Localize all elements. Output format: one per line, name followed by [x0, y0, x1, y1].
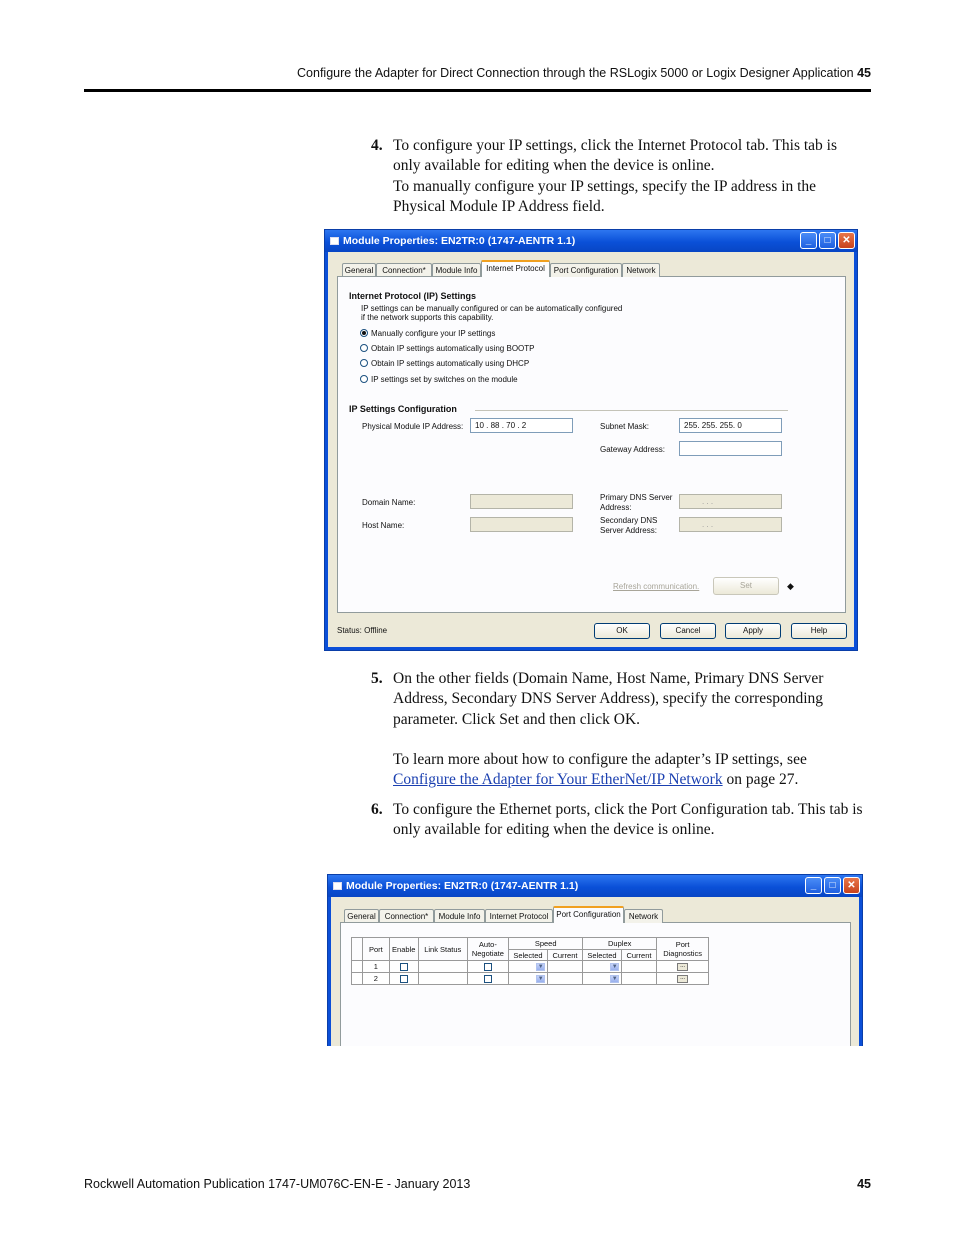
col-label: Negotiate — [471, 949, 504, 958]
col-enable: Enable — [389, 938, 418, 961]
col-label: Diagnostics — [663, 949, 702, 958]
col-link-status: Link Status — [418, 938, 467, 961]
speed-selected-cell — [509, 961, 548, 973]
cancel-button[interactable]: Cancel — [660, 623, 716, 639]
duplex-current-cell — [621, 961, 656, 973]
dialog-body — [328, 252, 854, 647]
col-speed: Speed — [509, 938, 583, 950]
config-section-title: IP Settings Configuration — [349, 404, 457, 414]
dialog-title: Module Properties: EN2TR:0 (1747-AENTR 1.1) — [346, 880, 579, 892]
footer-page-number: 45 — [857, 1177, 871, 1191]
minimize-icon[interactable]: _ — [800, 232, 817, 249]
secondary-dns-label: Server Address: — [600, 526, 657, 535]
close-icon[interactable]: ✕ — [843, 877, 860, 894]
radio-label: Obtain IP settings automatically using DHCP — [371, 359, 530, 368]
learn-more — [393, 750, 868, 791]
col-duplex: Duplex — [583, 938, 657, 950]
tab-module-info[interactable]: Module Info — [434, 909, 485, 923]
chevron-down-icon[interactable]: ▼ — [610, 975, 619, 983]
col-speed-current: Current — [547, 950, 582, 961]
refresh-communication-link[interactable]: Refresh communication. — [613, 582, 700, 591]
host-input[interactable] — [470, 517, 573, 532]
step-text — [393, 136, 868, 217]
primary-dns-label: Address: — [600, 503, 632, 512]
duplex-selected-cell — [583, 961, 622, 973]
enable-cell — [389, 961, 418, 973]
tab-general[interactable]: General — [342, 263, 376, 277]
running-header — [0, 66, 871, 80]
col-port: Port — [363, 938, 389, 961]
learn-more-text: on page 27. — [722, 771, 799, 789]
module-properties-dialog-port — [327, 874, 863, 1046]
auto-negotiate-checkbox[interactable] — [484, 963, 492, 971]
dialog-title-bar — [328, 875, 862, 897]
col-port-diagnostics — [657, 938, 709, 961]
maximize-icon[interactable]: □ — [824, 877, 841, 894]
chevron-down-icon[interactable]: ▼ — [610, 963, 619, 971]
tab-connection[interactable]: Connection* — [379, 909, 434, 923]
radio-label: Obtain IP settings automatically using BOOTP — [371, 344, 535, 353]
radio-bootp[interactable] — [360, 344, 368, 352]
maximize-icon[interactable]: □ — [819, 232, 836, 249]
port-number: 1 — [363, 961, 389, 973]
app-icon — [330, 237, 339, 245]
duplex-selected-cell — [583, 973, 622, 985]
step-6 — [371, 800, 871, 842]
table-row — [352, 961, 709, 973]
dialog-title-bar — [325, 230, 857, 252]
tab-module-info[interactable]: Module Info — [432, 263, 481, 277]
ip-section-title: Internet Protocol (IP) Settings — [349, 291, 477, 301]
col-speed-selected: Selected — [509, 950, 548, 961]
link-status-cell — [418, 961, 467, 973]
tab-port-configuration[interactable]: Port Configuration — [550, 263, 622, 277]
ip-section-desc: IP settings can be manually configured or can be automatically configured — [361, 304, 623, 313]
host-label: Host Name: — [362, 521, 405, 530]
domain-input[interactable] — [470, 494, 573, 509]
dialog-title: Module Properties: EN2TR:0 (1747-AENTR 1.1) — [343, 235, 576, 247]
col-duplex-selected: Selected — [583, 950, 622, 961]
chevron-down-icon[interactable]: ▼ — [536, 963, 545, 971]
physical-ip-input[interactable]: 10 . 88 . 70 . 2 — [470, 418, 573, 433]
gateway-input[interactable] — [679, 441, 782, 456]
primary-dns-input[interactable]: . . . — [679, 494, 782, 509]
tab-network[interactable]: Network — [622, 263, 660, 277]
radio-label: Manually configure your IP settings — [371, 329, 496, 338]
table-row — [352, 973, 709, 985]
header-page-number: 45 — [857, 66, 871, 80]
step-4 — [371, 136, 871, 220]
help-button[interactable]: Help — [791, 623, 847, 639]
step-5 — [371, 669, 871, 794]
col-duplex-current: Current — [621, 950, 656, 961]
domain-label: Domain Name: — [362, 498, 416, 507]
ellipsis-button[interactable]: ... — [677, 963, 688, 971]
tab-port-configuration[interactable]: Port Configuration — [553, 906, 624, 923]
publication-info: Rockwell Automation Publication 1747-UM076C-EN-E - January 2013 — [84, 1177, 471, 1191]
row-marker — [352, 973, 363, 985]
status-text: Status: Offline — [337, 626, 388, 635]
step-text — [393, 669, 868, 790]
speed-current-cell — [547, 961, 582, 973]
port-table — [351, 937, 709, 985]
diagnostics-cell — [657, 961, 709, 973]
learn-more-text: To learn more about how to configure the adapter’s IP settings, see — [393, 750, 807, 768]
minimize-icon[interactable]: _ — [805, 877, 822, 894]
speed-current-cell — [547, 973, 582, 985]
close-icon[interactable]: ✕ — [838, 232, 855, 249]
ellipsis-button[interactable]: ... — [677, 975, 688, 983]
physical-ip-label: Physical Module IP Address: — [362, 422, 464, 431]
secondary-dns-input[interactable]: . . . — [679, 517, 782, 532]
row-header-col — [352, 938, 363, 961]
radio-label: IP settings set by switches on the module — [371, 375, 518, 384]
port-number: 2 — [363, 973, 389, 985]
col-label: Port — [675, 940, 690, 949]
tab-general[interactable]: General — [344, 909, 379, 923]
tab-internet-protocol[interactable]: Internet Protocol — [481, 260, 550, 277]
secondary-dns-label: Secondary DNS — [600, 516, 658, 525]
step-line: To configure your IP settings, click the Internet Protocol tab. This tab is only available for editing when the device is online. — [393, 137, 838, 175]
chevron-down-icon[interactable]: ▼ — [536, 975, 545, 983]
auto-negotiate-cell — [467, 973, 509, 985]
port-configuration-panel — [340, 922, 851, 1046]
col-auto-negotiate — [467, 938, 509, 961]
step-number: 6. — [371, 801, 383, 818]
duplex-current-cell — [621, 973, 656, 985]
tab-network[interactable]: Network — [624, 909, 663, 923]
enable-cell — [389, 973, 418, 985]
link-status-cell — [418, 973, 467, 985]
step-number: 5. — [371, 670, 383, 687]
speed-selected-cell — [509, 973, 548, 985]
ok-button[interactable]: OK — [594, 623, 650, 639]
radio-dhcp[interactable] — [360, 359, 368, 367]
auto-negotiate-cell — [467, 961, 509, 973]
configure-ethernet-ip-link[interactable]: Configure the Adapter for Your EtherNet/IP Network — [393, 771, 723, 789]
header-rule — [84, 89, 871, 92]
set-button[interactable]: Set — [713, 577, 779, 595]
running-title: Configure the Adapter for Direct Connection through the RSLogix 5000 or Logix Designer Application — [297, 66, 854, 80]
enable-checkbox[interactable] — [400, 975, 408, 983]
step-text: To configure the Ethernet ports, click the Port Configuration tab. This tab is only available for editing when the device is online. — [393, 801, 863, 839]
row-marker — [352, 961, 363, 973]
radio-manual[interactable] — [360, 329, 368, 337]
module-properties-dialog-ip — [324, 229, 858, 651]
dialog-body — [331, 897, 859, 1046]
radio-switches[interactable] — [360, 375, 368, 383]
app-icon — [333, 882, 342, 890]
internet-protocol-panel — [337, 276, 846, 613]
apply-button[interactable]: Apply — [725, 623, 781, 639]
tab-internet-protocol[interactable]: Internet Protocol — [485, 909, 553, 923]
diagnostics-cell — [657, 973, 709, 985]
auto-negotiate-checkbox[interactable] — [484, 975, 492, 983]
section-divider — [475, 410, 788, 411]
arrow-left-icon: ◆ — [787, 581, 794, 591]
ip-section-desc: if the network supports this capability. — [361, 313, 494, 322]
gateway-label: Gateway Address: — [600, 445, 665, 454]
subnet-input[interactable]: 255. 255. 255. 0 — [679, 418, 782, 433]
col-label: Auto- — [478, 940, 497, 949]
footer — [84, 1177, 871, 1191]
tab-connection[interactable]: Connection* — [376, 263, 432, 277]
enable-checkbox[interactable] — [400, 963, 408, 971]
primary-dns-label: Primary DNS Server — [600, 493, 673, 502]
subnet-label: Subnet Mask: — [600, 422, 649, 431]
step-line: On the other fields (Domain Name, Host Name, Primary DNS Server Address, Secondary DNS Server Address), specify the corresponding parameter. Click Set and then click OK. — [393, 670, 824, 728]
step-number: 4. — [371, 137, 383, 154]
step-line: To manually configure your IP settings, specify the IP address in the Physical Module IP Address field. — [393, 177, 817, 215]
